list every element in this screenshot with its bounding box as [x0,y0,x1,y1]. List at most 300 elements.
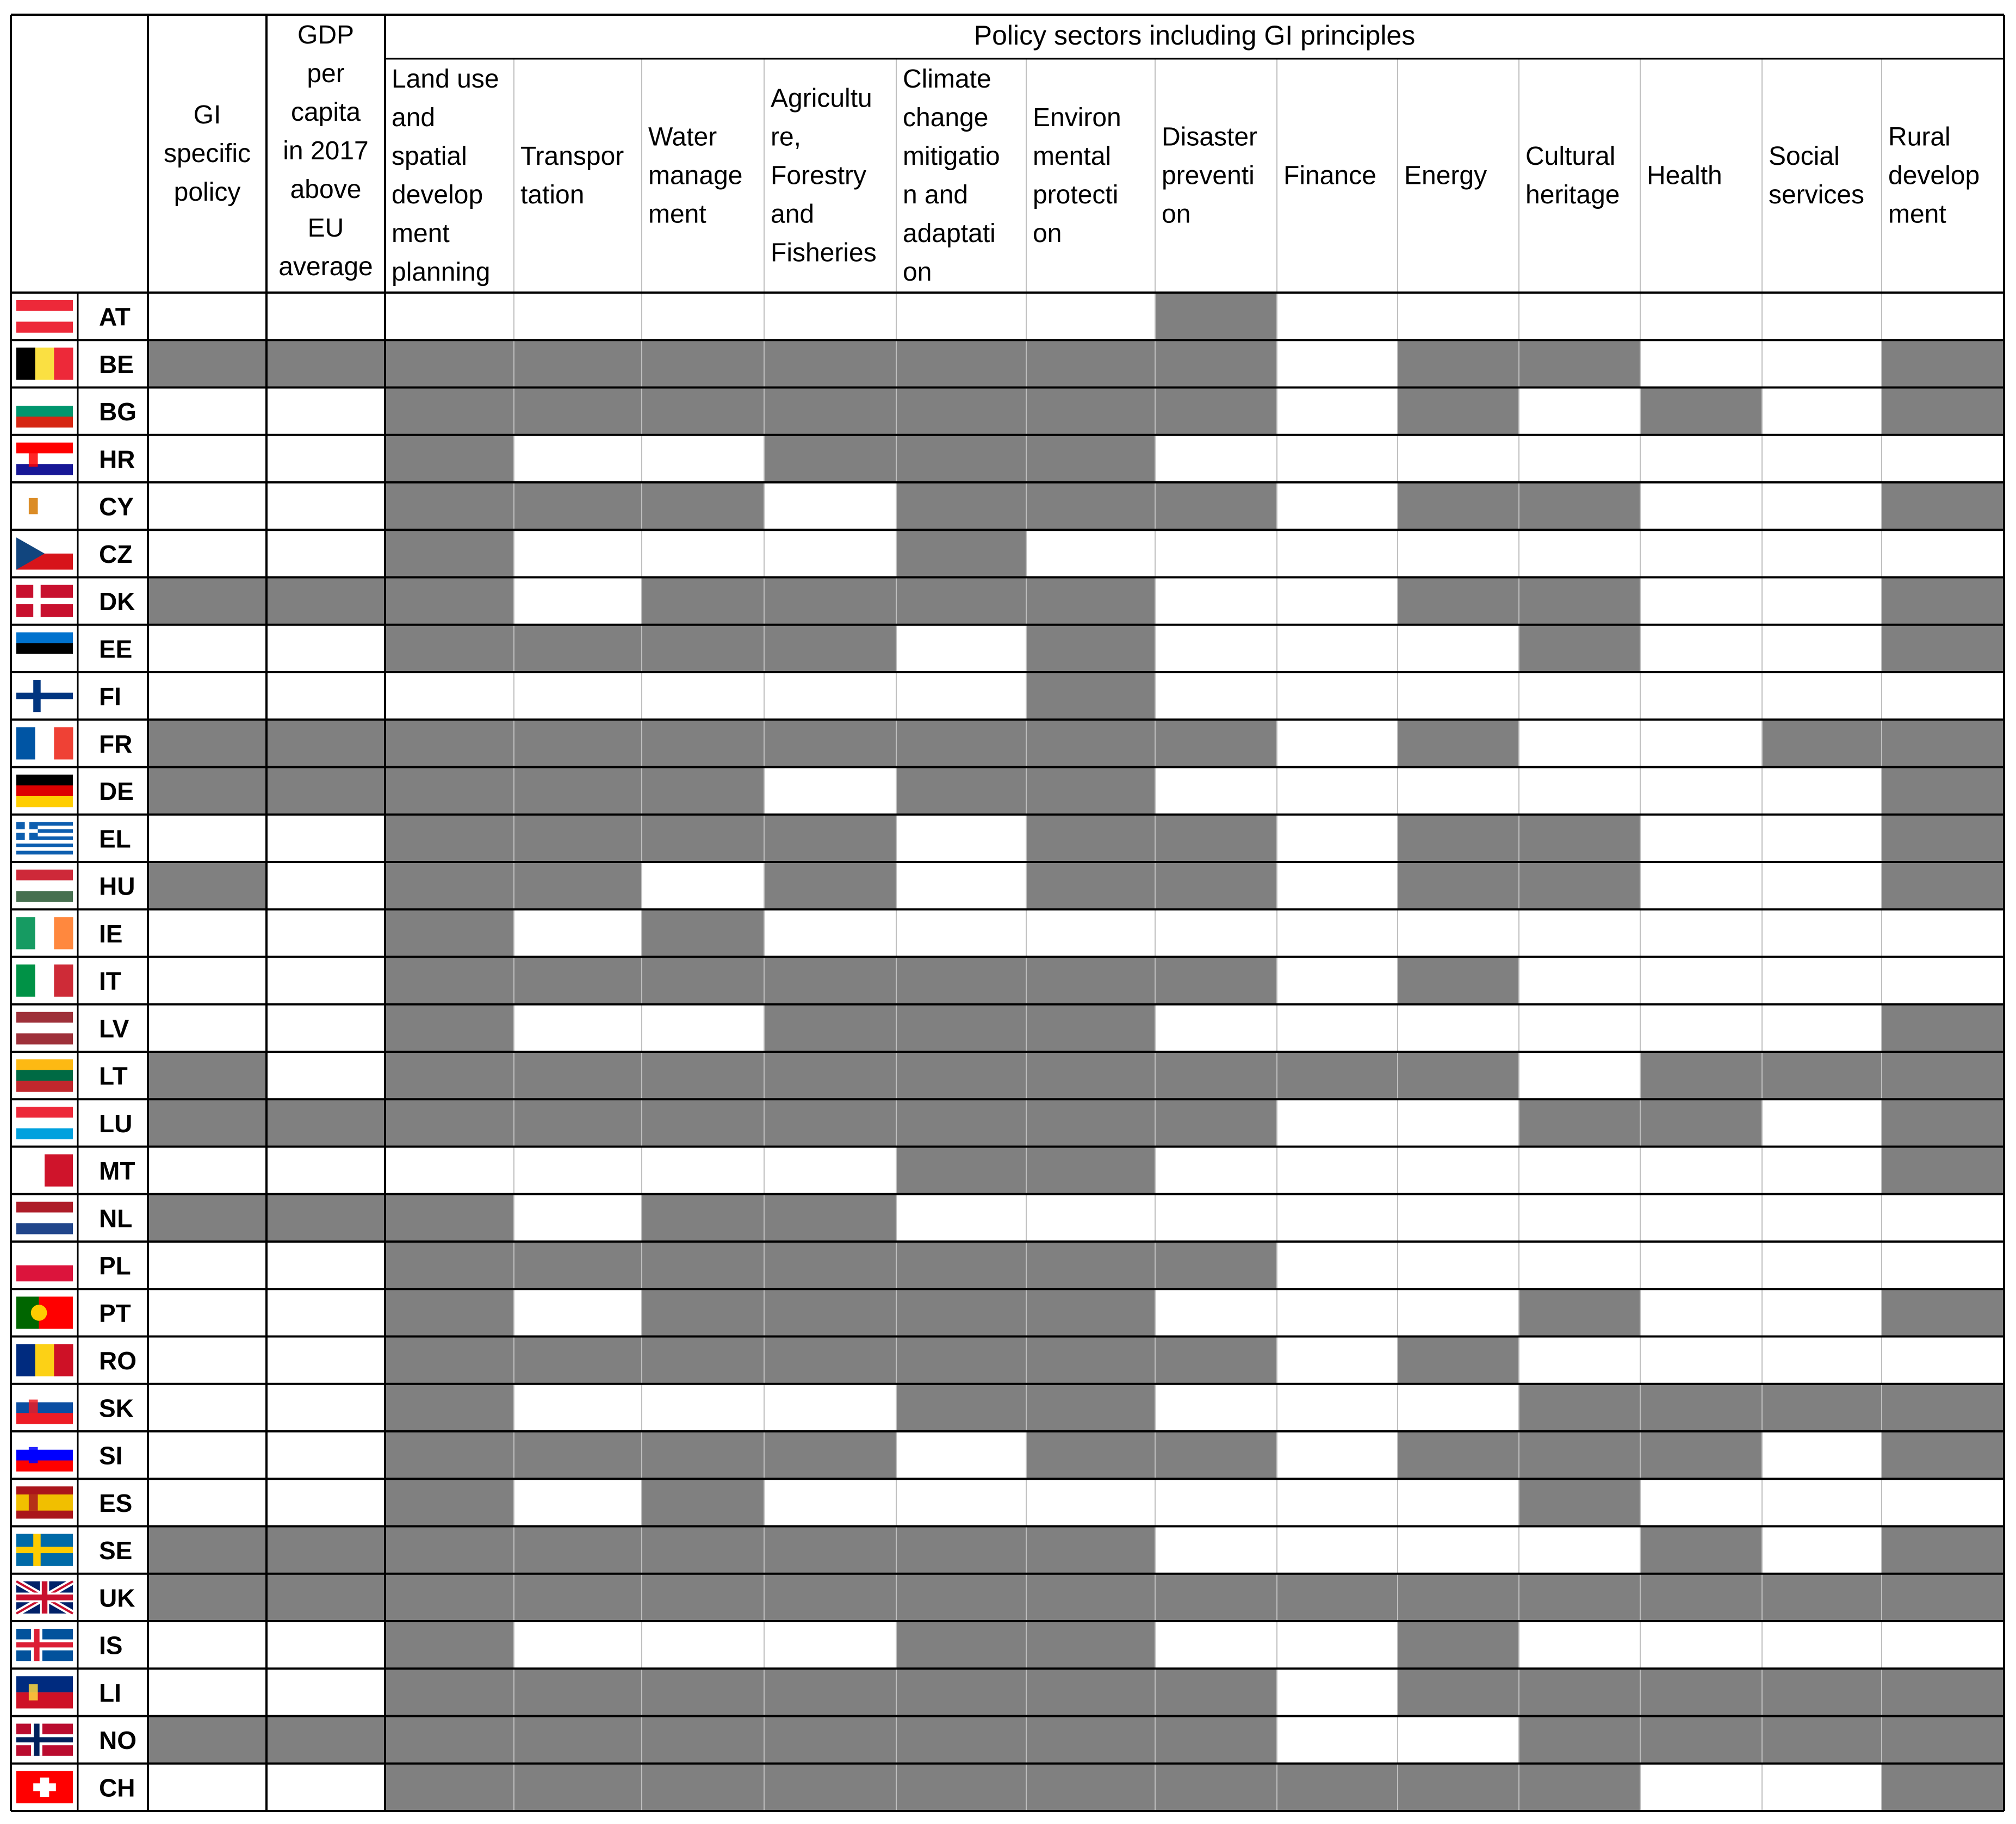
country-code-NL: NL [99,1204,133,1233]
flag-hr [16,443,73,475]
cell-PL-environment [1026,1242,1155,1289]
cell-SK-gi_policy [148,1384,266,1431]
cell-NO-disaster [1155,1716,1277,1764]
cell-HU-finance [1277,862,1398,909]
cell-SI-energy [1398,1431,1519,1479]
cell-CZ-water [642,530,764,577]
cell-FI-cultural [1519,672,1640,719]
cell-IT-rural [1882,957,2004,1004]
cell-MT-finance [1277,1147,1398,1194]
column-header-line: on [1033,219,1062,249]
cell-CZ-climate [896,530,1026,577]
cell-SE-climate [896,1527,1026,1574]
cell-HU-cultural [1519,862,1640,909]
cell-LI-gi_policy [148,1668,266,1716]
cell-MT-gi_policy [148,1147,266,1194]
cell-RO-transport [514,1337,642,1384]
cell-LU-social [1762,1099,1882,1146]
column-header-line: on [903,258,932,287]
cell-BG-gdp [266,388,385,435]
cell-DK-health [1640,578,1762,625]
cell-FI-gi_policy [148,672,266,719]
cell-EL-environment [1026,815,1155,862]
column-header-line: Energy [1404,161,1487,190]
cell-PL-health [1640,1242,1762,1289]
cell-NO-agriculture [764,1716,896,1764]
cell-SI-gdp [266,1431,385,1479]
column-header-line: ment [648,200,706,229]
cell-FR-cultural [1519,719,1640,767]
country-code-SE: SE [99,1536,133,1565]
cell-DE-health [1640,767,1762,815]
cell-SI-water [642,1431,764,1479]
cell-CY-gi_policy [148,482,266,530]
cell-CH-agriculture [764,1764,896,1811]
cell-DE-cultural [1519,767,1640,815]
country-code-FI: FI [99,682,121,711]
flag-it [16,965,73,997]
cell-HU-transport [514,862,642,909]
cell-LT-climate [896,1052,1026,1099]
flag-is [16,1629,73,1661]
cell-RO-energy [1398,1337,1519,1384]
cell-FI-environment [1026,672,1155,719]
cell-SK-rural [1882,1384,2004,1431]
cell-BE-gi_policy [148,340,266,387]
cell-CH-transport [514,1764,642,1811]
cell-AT-cultural [1519,293,1640,340]
cell-RO-gi_policy [148,1337,266,1384]
cell-CH-environment [1026,1764,1155,1811]
cell-DE-gi_policy [148,767,266,815]
cell-PL-land_use [385,1242,514,1289]
column-header-line: policy [173,178,241,207]
cell-IS-cultural [1519,1621,1640,1668]
cell-FI-health [1640,672,1762,719]
cell-EL-disaster [1155,815,1277,862]
cell-DE-finance [1277,767,1398,815]
cell-SE-gdp [266,1527,385,1574]
cell-NL-cultural [1519,1194,1640,1242]
cell-PT-social [1762,1289,1882,1336]
cell-IS-energy [1398,1621,1519,1668]
cell-RO-disaster [1155,1337,1277,1384]
cell-LT-health [1640,1052,1762,1099]
cell-ES-land_use [385,1479,514,1526]
cell-BE-rural [1882,340,2004,387]
cell-IT-social [1762,957,1882,1004]
cell-BE-social [1762,340,1882,387]
cell-CY-social [1762,482,1882,530]
cell-MT-rural [1882,1147,2004,1194]
cell-DE-energy [1398,767,1519,815]
flag-de [16,775,73,808]
cell-NL-transport [514,1194,642,1242]
column-header-line: change [903,103,989,133]
cell-FR-environment [1026,719,1155,767]
cell-CZ-gdp [266,530,385,577]
cell-SI-rural [1882,1431,2004,1479]
cell-RO-finance [1277,1337,1398,1384]
cell-FI-climate [896,672,1026,719]
cell-AT-gi_policy [148,293,266,340]
cell-HR-transport [514,435,642,482]
cell-LI-finance [1277,1668,1398,1716]
cell-LT-cultural [1519,1052,1640,1099]
cell-PL-disaster [1155,1242,1277,1289]
column-header-line: Rural [1888,122,1951,152]
cell-IE-energy [1398,909,1519,957]
cell-LU-agriculture [764,1099,896,1146]
cell-IE-gdp [266,909,385,957]
cell-EL-climate [896,815,1026,862]
cell-DE-climate [896,767,1026,815]
cell-DE-disaster [1155,767,1277,815]
cell-LU-cultural [1519,1099,1640,1146]
cell-LV-water [642,1004,764,1052]
cell-SK-agriculture [764,1384,896,1431]
cell-BG-climate [896,388,1026,435]
cell-CY-transport [514,482,642,530]
cell-SK-land_use [385,1384,514,1431]
cell-DK-social [1762,578,1882,625]
country-code-BE: BE [99,350,134,379]
flag-nl [16,1202,73,1234]
column-header-line: Climate [903,65,991,94]
column-header-line: develop [392,181,483,210]
cell-NL-finance [1277,1194,1398,1242]
cell-EE-gi_policy [148,625,266,672]
column-header-health [1647,162,1722,190]
cell-EL-health [1640,815,1762,862]
cell-LU-gdp [266,1099,385,1146]
cell-NL-health [1640,1194,1762,1242]
country-code-LI: LI [99,1678,121,1707]
cell-SE-cultural [1519,1527,1640,1574]
cell-BE-transport [514,340,642,387]
cell-NO-cultural [1519,1716,1640,1764]
country-code-LT: LT [99,1062,128,1090]
cell-AT-water [642,293,764,340]
cell-EL-rural [1882,815,2004,862]
cell-CY-energy [1398,482,1519,530]
cell-IE-rural [1882,909,2004,957]
country-code-SK: SK [99,1394,134,1423]
country-code-FR: FR [99,729,133,758]
cell-RO-social [1762,1337,1882,1384]
cell-EL-water [642,815,764,862]
cell-IS-water [642,1621,764,1668]
cell-HR-disaster [1155,435,1277,482]
cell-LI-transport [514,1668,642,1716]
cell-IS-agriculture [764,1621,896,1668]
cell-UK-health [1640,1574,1762,1621]
cell-IS-gi_policy [148,1621,266,1668]
cell-BG-gi_policy [148,388,266,435]
column-header-line: Fisheries [771,238,877,268]
cell-ES-climate [896,1479,1026,1526]
cell-IE-land_use [385,909,514,957]
cell-IS-gdp [266,1621,385,1668]
cell-BG-cultural [1519,388,1640,435]
cell-FR-agriculture [764,719,896,767]
cell-IT-agriculture [764,957,896,1004]
cell-IE-social [1762,909,1882,957]
cell-CH-water [642,1764,764,1811]
cell-LV-environment [1026,1004,1155,1052]
cell-UK-environment [1026,1574,1155,1621]
cell-ES-transport [514,1479,642,1526]
column-header-line: ment [392,219,450,249]
cell-SE-social [1762,1527,1882,1574]
cell-IT-finance [1277,957,1398,1004]
cell-AT-agriculture [764,293,896,340]
cell-SI-climate [896,1431,1026,1479]
flag-sk [16,1392,73,1424]
cell-BG-transport [514,388,642,435]
cell-ES-environment [1026,1479,1155,1526]
cell-SE-agriculture [764,1527,896,1574]
country-code-CH: CH [99,1773,135,1802]
column-header-agriculture [771,84,877,268]
cell-IT-transport [514,957,642,1004]
cell-RO-rural [1882,1337,2004,1384]
column-header-line: in 2017 [283,137,369,165]
cell-HU-water [642,862,764,909]
cell-HU-gi_policy [148,862,266,909]
column-header-line: EU [307,214,344,243]
cell-RO-gdp [266,1337,385,1384]
cell-MT-energy [1398,1147,1519,1194]
cell-AT-finance [1277,293,1398,340]
column-header-line: manage [648,161,743,190]
country-code-SI: SI [99,1441,123,1470]
cell-IT-gi_policy [148,957,266,1004]
cell-NL-environment [1026,1194,1155,1242]
cell-DK-gi_policy [148,578,266,625]
cell-CY-rural [1882,482,2004,530]
cell-CY-health [1640,482,1762,530]
cell-PT-disaster [1155,1289,1277,1336]
cell-HU-rural [1882,862,2004,909]
cell-AT-energy [1398,293,1519,340]
cell-NO-gi_policy [148,1716,266,1764]
cell-PL-water [642,1242,764,1289]
cell-AT-social [1762,293,1882,340]
cell-SI-transport [514,1431,642,1479]
cell-RO-agriculture [764,1337,896,1384]
cell-IT-land_use [385,957,514,1004]
header-group-label: Policy sectors including GI principles [973,20,1416,51]
cell-FR-gi_policy [148,719,266,767]
cell-LV-climate [896,1004,1026,1052]
cell-SK-energy [1398,1384,1519,1431]
cell-DE-water [642,767,764,815]
cell-LI-social [1762,1668,1882,1716]
cell-IT-energy [1398,957,1519,1004]
column-header-line: develop [1888,161,1980,190]
cell-SK-cultural [1519,1384,1640,1431]
cell-CH-cultural [1519,1764,1640,1811]
column-header-line: and [392,103,436,133]
cell-ES-finance [1277,1479,1398,1526]
cell-LT-water [642,1052,764,1099]
cell-ES-gi_policy [148,1479,266,1526]
cell-CY-water [642,482,764,530]
cell-IE-agriculture [764,909,896,957]
cell-CH-finance [1277,1764,1398,1811]
cell-EE-finance [1277,625,1398,672]
cell-EE-health [1640,625,1762,672]
cell-RO-climate [896,1337,1026,1384]
cell-UK-gdp [266,1574,385,1621]
cell-UK-water [642,1574,764,1621]
cell-PL-cultural [1519,1242,1640,1289]
cell-DK-energy [1398,578,1519,625]
cell-IE-health [1640,909,1762,957]
flag-lv [16,1012,73,1045]
cell-IE-gi_policy [148,909,266,957]
cell-NL-social [1762,1194,1882,1242]
cell-HR-social [1762,435,1882,482]
cell-HR-gi_policy [148,435,266,482]
cell-LU-finance [1277,1099,1398,1146]
cell-DE-gdp [266,767,385,815]
cell-FR-rural [1882,719,2004,767]
cell-NO-land_use [385,1716,514,1764]
cell-BE-gdp [266,340,385,387]
column-header-line: above [290,175,362,204]
cell-BG-water [642,388,764,435]
cell-IS-rural [1882,1621,2004,1668]
cell-DK-rural [1882,578,2004,625]
cell-HU-environment [1026,862,1155,909]
cell-EL-transport [514,815,642,862]
column-header-line: average [278,252,373,281]
cell-HR-land_use [385,435,514,482]
cell-AT-gdp [266,293,385,340]
cell-NO-energy [1398,1716,1519,1764]
cell-PT-agriculture [764,1289,896,1336]
cell-UK-finance [1277,1574,1398,1621]
cell-BG-agriculture [764,388,896,435]
cell-NO-transport [514,1716,642,1764]
cell-ES-rural [1882,1479,2004,1526]
cell-DK-environment [1026,578,1155,625]
flag-at [16,300,73,333]
cell-EE-land_use [385,625,514,672]
cell-LI-gdp [266,1668,385,1716]
cell-FR-gdp [266,719,385,767]
country-code-EL: EL [99,824,131,853]
cell-ES-energy [1398,1479,1519,1526]
cell-HU-energy [1398,862,1519,909]
cell-RO-land_use [385,1337,514,1384]
column-header-line: per [307,59,345,88]
cell-BE-finance [1277,340,1398,387]
cell-HR-cultural [1519,435,1640,482]
cell-NL-gi_policy [148,1194,266,1242]
cell-BE-cultural [1519,340,1640,387]
cell-ES-agriculture [764,1479,896,1526]
cell-FI-water [642,672,764,719]
flag-cy [16,490,73,522]
country-code-EE: EE [99,635,133,663]
cell-BE-climate [896,340,1026,387]
cell-PL-climate [896,1242,1026,1289]
cell-FR-water [642,719,764,767]
cell-SE-finance [1277,1527,1398,1574]
cell-CY-climate [896,482,1026,530]
country-code-IS: IS [99,1631,123,1660]
cell-FI-land_use [385,672,514,719]
cell-ES-social [1762,1479,1882,1526]
cell-LT-gi_policy [148,1052,266,1099]
cell-FR-transport [514,719,642,767]
cell-MT-gdp [266,1147,385,1194]
cell-LV-health [1640,1004,1762,1052]
cell-EE-climate [896,625,1026,672]
cell-PT-gdp [266,1289,385,1336]
cell-HR-gdp [266,435,385,482]
cell-DE-rural [1882,767,2004,815]
cell-FI-disaster [1155,672,1277,719]
cell-LU-transport [514,1099,642,1146]
flag-mt [16,1155,73,1187]
country-code-MT: MT [99,1157,135,1186]
cell-IE-transport [514,909,642,957]
cell-PL-gi_policy [148,1242,266,1289]
column-header-line: on [1162,200,1191,229]
column-header-line: GDP [297,21,355,49]
cell-LU-water [642,1099,764,1146]
country-code-DK: DK [99,587,135,616]
cell-RO-environment [1026,1337,1155,1384]
flag-uk [16,1581,73,1614]
cell-MT-social [1762,1147,1882,1194]
cell-BG-energy [1398,388,1519,435]
cell-CZ-gi_policy [148,530,266,577]
column-header-line: planning [392,258,491,287]
cell-SE-health [1640,1527,1762,1574]
cell-HU-health [1640,862,1762,909]
cell-FI-social [1762,672,1882,719]
cell-PT-energy [1398,1289,1519,1336]
column-header-line: spatial [392,142,467,171]
cell-UK-climate [896,1574,1026,1621]
cell-BG-rural [1882,388,2004,435]
cell-LI-climate [896,1668,1026,1716]
cell-HU-land_use [385,862,514,909]
cell-CZ-finance [1277,530,1398,577]
flag-bg [16,395,73,428]
cell-LV-finance [1277,1004,1398,1052]
cell-BG-health [1640,388,1762,435]
cell-LI-environment [1026,1668,1155,1716]
cell-LV-land_use [385,1004,514,1052]
cell-DE-agriculture [764,767,896,815]
cell-SE-water [642,1527,764,1574]
cell-AT-transport [514,293,642,340]
cell-HR-agriculture [764,435,896,482]
column-header-line: Transpor [520,142,624,171]
cell-CH-climate [896,1764,1026,1811]
cell-LT-finance [1277,1052,1398,1099]
cell-SK-climate [896,1384,1026,1431]
column-header-line: mental [1033,142,1112,171]
column-header-line: Land use [392,65,499,94]
cell-SI-health [1640,1431,1762,1479]
